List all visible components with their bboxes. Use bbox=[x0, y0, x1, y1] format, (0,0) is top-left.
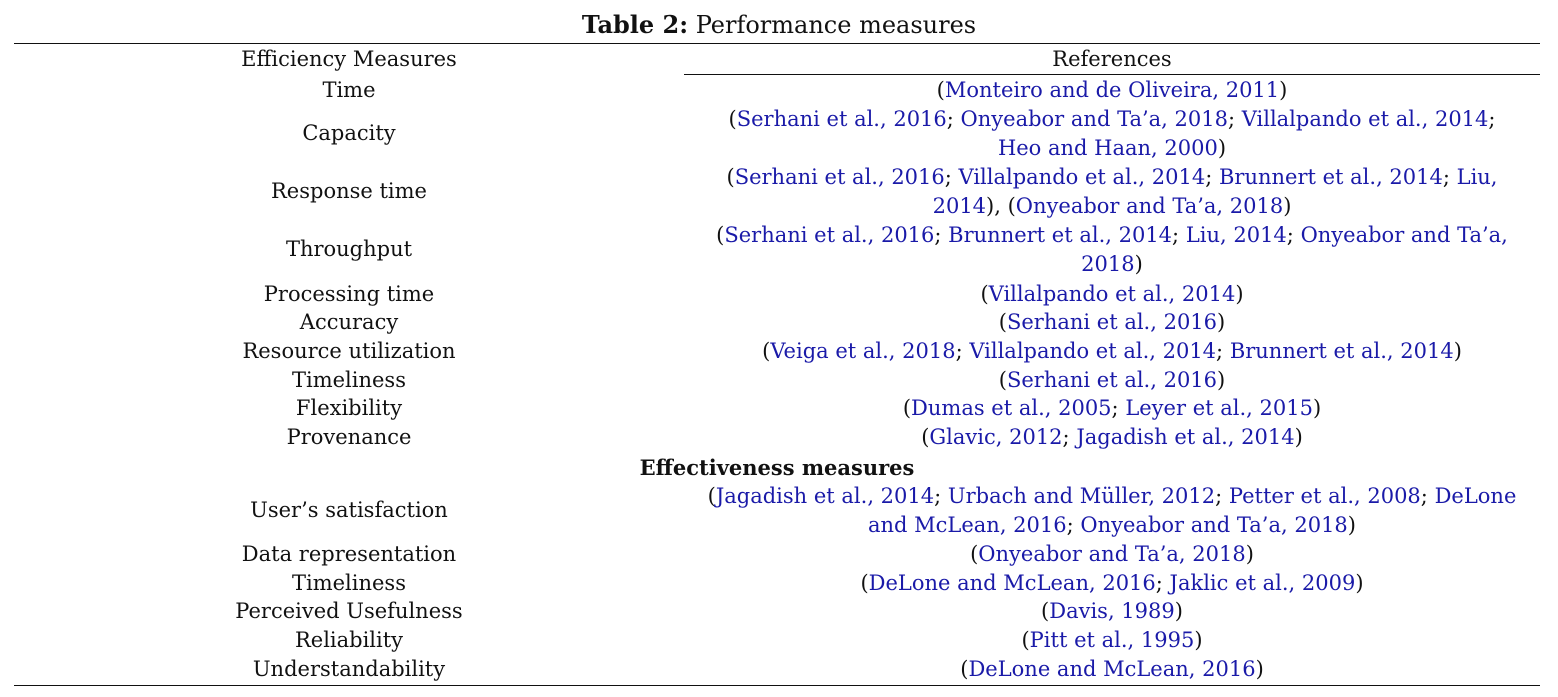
table-caption-title: Performance measures bbox=[688, 11, 977, 39]
references-cell: (Dumas et al., 2005; Leyer et al., 2015) bbox=[902, 396, 1322, 420]
reference-link[interactable]: DeLone and McLean, 2016 bbox=[867, 484, 1517, 537]
measure-name: Accuracy bbox=[299, 310, 399, 334]
references-cell: (Onyeabor and Ta’a, 2018) bbox=[970, 542, 1254, 566]
references-cell: (Serhani et al., 2016; Brunnert et al., 2014; Liu, 2014; Onyeabor and Ta’a, 2018) bbox=[716, 223, 1508, 276]
measure-name: Resource utilization bbox=[242, 339, 456, 363]
reference-link[interactable]: Monteiro and de Oliveira, 2011 bbox=[944, 78, 1280, 102]
references-cell: (Davis, 1989) bbox=[1041, 599, 1183, 623]
measure-name: Flexibility bbox=[295, 396, 403, 420]
reference-link[interactable]: Serhani et al., 2016 bbox=[734, 165, 945, 189]
references-cell: (Serhani et al., 2016; Villalpando et al., 2014; Brunnert et al., 2014; Liu, 2014), (Onyeabor and Ta’a, 2018) bbox=[726, 165, 1498, 218]
measure-name: Time bbox=[322, 78, 376, 102]
reference-link[interactable]: Villalpando et al., 2014 bbox=[969, 339, 1217, 363]
reference-link[interactable]: Liu, 2014 bbox=[1185, 223, 1287, 247]
measure-name: Throughput bbox=[285, 237, 413, 261]
top-rule bbox=[14, 43, 1540, 44]
measure-name: Data representation bbox=[241, 542, 457, 566]
reference-link[interactable]: Villalpando et al., 2014 bbox=[988, 282, 1236, 306]
reference-link[interactable]: Dumas et al., 2005 bbox=[911, 396, 1112, 420]
reference-link[interactable]: Petter et al., 2008 bbox=[1228, 484, 1421, 508]
references-cell: (Glavic, 2012; Jagadish et al., 2014) bbox=[921, 425, 1303, 449]
references-cell: (DeLone and McLean, 2016; Jaklic et al., 2009) bbox=[860, 571, 1364, 595]
measure-name: Reliability bbox=[294, 628, 404, 652]
references-cell: (Serhani et al., 2016; Onyeabor and Ta’a, 2018; Villalpando et al., 2014; Heo and Haan, 2000) bbox=[728, 107, 1496, 160]
measure-name: Timeliness bbox=[291, 368, 406, 392]
reference-link[interactable]: Villalpando et al., 2014 bbox=[958, 165, 1206, 189]
measure-name: User’s satisfaction bbox=[250, 498, 448, 522]
reference-link[interactable]: Onyeabor and Ta’a, 2018 bbox=[1080, 513, 1348, 537]
reference-link[interactable]: Onyeabor and Ta’a, 2018 bbox=[960, 107, 1228, 131]
reference-link[interactable]: Villalpando et al., 2014 bbox=[1241, 107, 1489, 131]
reference-link[interactable]: Brunnert et al., 2014 bbox=[1218, 165, 1443, 189]
reference-link[interactable]: Pitt et al., 1995 bbox=[1029, 628, 1195, 652]
table-caption-label: Table 2: bbox=[581, 10, 689, 39]
reference-link[interactable]: Onyeabor and Ta’a, 2018 bbox=[978, 542, 1246, 566]
measure-name: Timeliness bbox=[291, 571, 406, 595]
bottom-rule bbox=[14, 685, 1540, 686]
reference-link[interactable]: Serhani et al., 2016 bbox=[1006, 310, 1218, 334]
reference-link[interactable]: Glavic, 2012 bbox=[929, 425, 1063, 449]
reference-link[interactable]: DeLone and McLean, 2016 bbox=[868, 571, 1156, 595]
reference-link[interactable]: Leyer et al., 2015 bbox=[1125, 396, 1313, 420]
references-cell: (Monteiro and de Oliveira, 2011) bbox=[936, 78, 1288, 102]
measure-name: Understandability bbox=[252, 657, 446, 681]
reference-link[interactable]: Urbach and Müller, 2012 bbox=[947, 484, 1216, 508]
references-cell: (Serhani et al., 2016) bbox=[998, 310, 1226, 334]
reference-link[interactable]: Onyeabor and Ta’a, 2018 bbox=[1015, 194, 1284, 218]
reference-link[interactable]: Serhani et al., 2016 bbox=[736, 107, 947, 131]
references-cell: (Serhani et al., 2016) bbox=[998, 368, 1226, 392]
measure-name: Processing time bbox=[263, 282, 435, 306]
reference-link[interactable]: Jagadish et al., 2014 bbox=[1076, 425, 1295, 449]
header-references: References bbox=[1052, 47, 1172, 71]
reference-link[interactable]: Onyeabor and Ta’a, 2018 bbox=[1081, 223, 1508, 276]
reference-link[interactable]: Serhani et al., 2016 bbox=[1006, 368, 1218, 392]
section-header-effectiveness: Effectiveness measures bbox=[639, 455, 915, 480]
header-efficiency-measures: Efficiency Measures bbox=[241, 47, 457, 71]
references-cell: (DeLone and McLean, 2016) bbox=[960, 657, 1264, 681]
references-cell: (Villalpando et al., 2014) bbox=[980, 282, 1244, 306]
table-caption bbox=[0, 10, 1558, 40]
measure-name: Response time bbox=[270, 179, 427, 203]
reference-link[interactable]: Heo and Haan, 2000 bbox=[997, 136, 1218, 160]
reference-link[interactable]: Jaklic et al., 2009 bbox=[1169, 571, 1356, 595]
reference-link[interactable]: Brunnert et al., 2014 bbox=[1229, 339, 1454, 363]
reference-link[interactable]: Brunnert et al., 2014 bbox=[948, 223, 1173, 247]
measure-name: Capacity bbox=[302, 121, 396, 145]
reference-link[interactable]: DeLone and McLean, 2016 bbox=[968, 657, 1256, 681]
references-cell: (Veiga et al., 2018; Villalpando et al., 2014; Brunnert et al., 2014) bbox=[762, 339, 1462, 363]
reference-link[interactable]: Davis, 1989 bbox=[1049, 599, 1175, 623]
reference-link[interactable]: Jagadish et al., 2014 bbox=[715, 484, 935, 508]
header-rule bbox=[684, 74, 1540, 75]
reference-link[interactable]: Liu, 2014 bbox=[932, 165, 1498, 218]
references-cell: (Pitt et al., 1995) bbox=[1021, 628, 1203, 652]
reference-link[interactable]: Serhani et al., 2016 bbox=[724, 223, 935, 247]
measure-name: Perceived Usefulness bbox=[235, 599, 463, 623]
measure-name: Provenance bbox=[286, 425, 412, 449]
references-cell: (Jagadish et al., 2014; Urbach and Müller, 2012; Petter et al., 2008; DeLone and McLean, 2016; Onyeabor and Ta’a, 2018) bbox=[707, 484, 1517, 537]
reference-link[interactable]: Veiga et al., 2018 bbox=[770, 339, 956, 363]
